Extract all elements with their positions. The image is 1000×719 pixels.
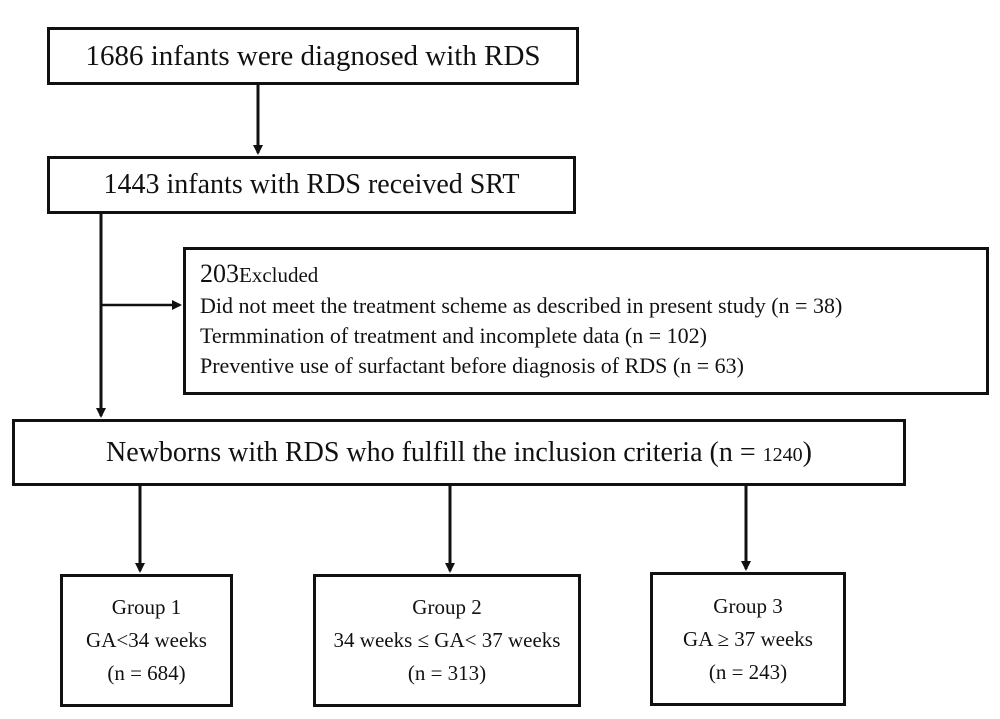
excluded-reason-3: Preventive use of surfactant before diagnosis of RDS (n = 63)	[200, 353, 744, 378]
excluded-reason-1: Did not meet the treatment scheme as described in present study (n = 38)	[200, 293, 843, 318]
group-3-title: Group 3	[713, 593, 783, 618]
group-3-count: (n = 243)	[708, 659, 788, 684]
group-1-box	[60, 574, 233, 707]
group-3-criteria: GA ≥ 37 weeks	[683, 626, 813, 651]
received-srt-text: 1443 infants with RDS received SRT	[103, 169, 520, 200]
inclusion-box	[12, 419, 906, 486]
excluded-count: 203	[200, 259, 239, 288]
group-3-box	[650, 572, 846, 706]
group-1-count: (n = 684)	[107, 661, 186, 685]
group-1-title: Group 1	[111, 595, 182, 619]
inclusion-count: 1240	[762, 443, 803, 466]
excluded-box	[183, 247, 989, 395]
received-srt-box	[47, 156, 576, 214]
group-2-box	[313, 574, 581, 707]
inclusion-text	[106, 437, 812, 469]
diagnosed-text: 1686 infants were diagnosed with RDS	[85, 39, 541, 72]
inclusion-close: )	[802, 436, 812, 468]
excluded-reason-2: Termmination of treatment and incomplete data (n = 102)	[200, 323, 707, 348]
group-1-criteria: GA<34 weeks	[86, 628, 207, 652]
excluded-heading	[200, 258, 986, 291]
group-2-title: Group 2	[412, 595, 482, 619]
diagnosed-box	[47, 27, 579, 85]
group-2-count: (n = 313)	[407, 661, 487, 685]
inclusion-label: Newborns with RDS who fulfill the inclusion criteria (n =	[106, 436, 763, 468]
excluded-label: Excluded	[239, 263, 319, 287]
group-2-criteria: 34 weeks ≤ GA< 37 weeks	[333, 628, 561, 652]
